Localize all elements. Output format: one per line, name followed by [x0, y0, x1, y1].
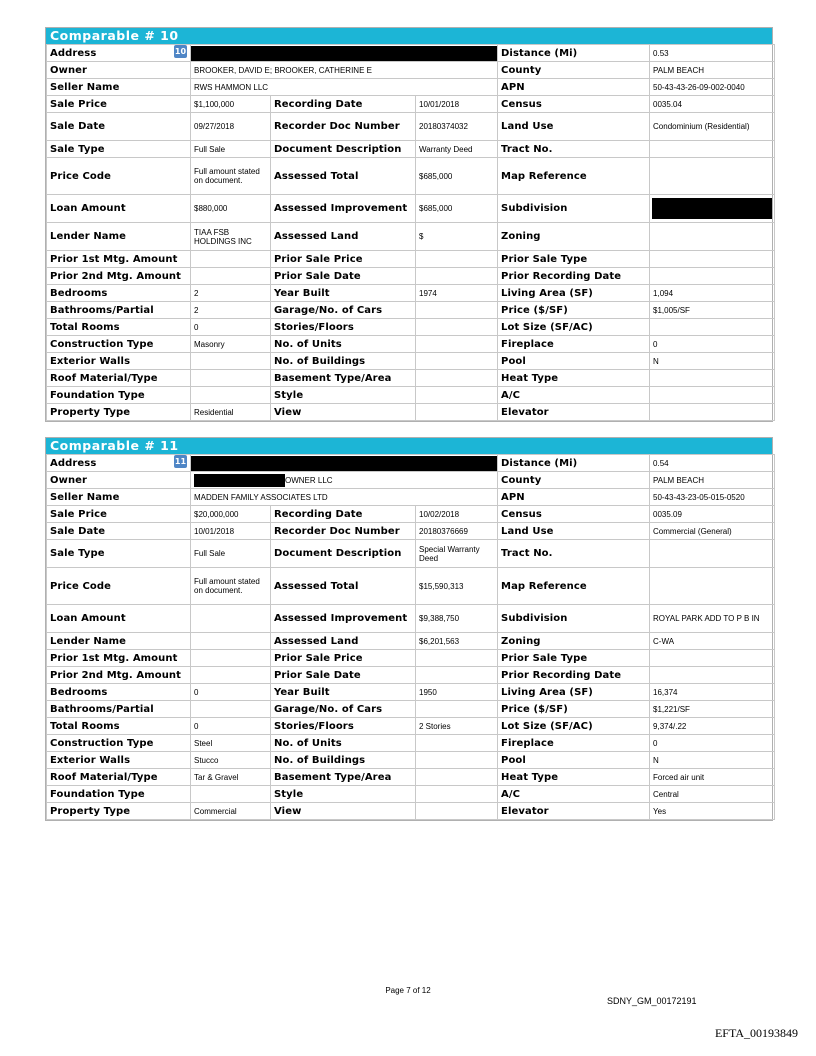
owner-cell: [191, 472, 498, 489]
value-living-area: 1,094: [650, 285, 775, 302]
value-ac: [650, 387, 775, 404]
label-loan-amount: Loan Amount: [47, 605, 191, 633]
value-sale-date: 09/27/2018: [191, 113, 271, 141]
value-prior-recording-date: [650, 268, 775, 285]
value-price-code: Full amount stated on document.: [191, 568, 271, 605]
label-living-area: Living Area (SF): [498, 285, 650, 302]
label-living-area: Living Area (SF): [498, 684, 650, 701]
value-map-reference: [650, 158, 775, 195]
value-bedrooms: 2: [191, 285, 271, 302]
label-prior-sale-price: Prior Sale Price: [271, 251, 416, 268]
value-bathrooms: [191, 701, 271, 718]
value-sale-price: $1,100,000: [191, 96, 271, 113]
label-census: Census: [498, 506, 650, 523]
label-land-use: Land Use: [498, 523, 650, 540]
label-distance: Distance (Mi): [498, 45, 650, 62]
value-year-built: 1950: [416, 684, 498, 701]
value-elevator: Yes: [650, 803, 775, 820]
label-buildings: No. of Buildings: [271, 752, 416, 769]
value-recorder-doc: 20180374032: [416, 113, 498, 141]
value-heat: [650, 370, 775, 387]
label-lot-size: Lot Size (SF/AC): [498, 718, 650, 735]
label-lot-size: Lot Size (SF/AC): [498, 319, 650, 336]
value-foundation: [191, 387, 271, 404]
label-units: No. of Units: [271, 336, 416, 353]
label-roof: Roof Material/Type: [47, 769, 191, 786]
value-elevator: [650, 404, 775, 421]
comparable-table: [46, 44, 775, 421]
comparable-11-section: [45, 437, 773, 821]
label-subdivision: Subdivision: [498, 605, 650, 633]
value-distance: 0.53: [650, 45, 775, 62]
label-sale-price: Sale Price: [47, 96, 191, 113]
value-ac: Central: [650, 786, 775, 803]
label-seller: Seller Name: [47, 79, 191, 96]
value-seller: RWS HAMMON LLC: [191, 79, 498, 96]
value-basement: [416, 769, 498, 786]
value-basement: [416, 370, 498, 387]
label-price-code: Price Code: [47, 158, 191, 195]
label-distance: Distance (Mi): [498, 455, 650, 472]
label-year-built: Year Built: [271, 285, 416, 302]
label-bathrooms: Bathrooms/Partial: [47, 302, 191, 319]
value-exterior-walls: [191, 353, 271, 370]
label-zoning: Zoning: [498, 633, 650, 650]
label-loan-amount: Loan Amount: [47, 195, 191, 223]
value-roof: Tar & Gravel: [191, 769, 271, 786]
value-prior-1st-mtg: [191, 650, 271, 667]
value-prior-sale-price: [416, 650, 498, 667]
value-sale-type: Full Sale: [191, 540, 271, 568]
label-exterior-walls: Exterior Walls: [47, 353, 191, 370]
value-zoning: C-WA: [650, 633, 775, 650]
value-total-rooms: 0: [191, 319, 271, 336]
label-view: View: [271, 404, 416, 421]
value-prior-sale-date: [416, 268, 498, 285]
label-buildings: No. of Buildings: [271, 353, 416, 370]
address-value: [191, 455, 498, 472]
value-view: [416, 404, 498, 421]
address-value: [191, 45, 498, 62]
value-recorder-doc: 20180376669: [416, 523, 498, 540]
label-basement: Basement Type/Area: [271, 370, 416, 387]
value-fireplace: 0: [650, 735, 775, 752]
value-lot-size: 9,374/.22: [650, 718, 775, 735]
value-subdivision: ROYAL PARK ADD TO P B IN: [650, 605, 775, 633]
redacted-subdivision: [652, 198, 772, 219]
label-assessed-land: Assessed Land: [271, 223, 416, 251]
value-assessed-improvement: $9,388,750: [416, 605, 498, 633]
value-document-description: Warranty Deed: [416, 141, 498, 158]
label-prior-sale-price: Prior Sale Price: [271, 650, 416, 667]
label-units: No. of Units: [271, 735, 416, 752]
label-map-reference: Map Reference: [498, 568, 650, 605]
map-pin-icon: 10: [174, 47, 187, 56]
label-assessed-land: Assessed Land: [271, 633, 416, 650]
label-address: Address: [47, 455, 191, 472]
label-bedrooms: Bedrooms: [47, 285, 191, 302]
value-bathrooms: 2: [191, 302, 271, 319]
label-garage: Garage/No. of Cars: [271, 701, 416, 718]
label-fireplace: Fireplace: [498, 735, 650, 752]
label-property-type: Property Type: [47, 803, 191, 820]
value-recording-date: 10/01/2018: [416, 96, 498, 113]
label-assessed-improvement: Assessed Improvement: [271, 605, 416, 633]
value-property-type: Commercial: [191, 803, 271, 820]
value-prior-2nd-mtg: [191, 667, 271, 684]
value-owner: OWNER LLC: [285, 475, 333, 485]
label-prior-sale-date: Prior Sale Date: [271, 268, 416, 285]
comparable-10-section: [45, 27, 773, 422]
value-view: [416, 803, 498, 820]
value-apn: 50-43-43-26-09-002-0040: [650, 79, 775, 96]
value-seller: MADDEN FAMILY ASSOCIATES LTD: [191, 489, 498, 506]
map-pin-icon: 11: [174, 457, 187, 466]
label-document-description: Document Description: [271, 141, 416, 158]
value-prior-2nd-mtg: [191, 268, 271, 285]
comparable-title: Comparable # 10: [46, 28, 772, 44]
label-basement: Basement Type/Area: [271, 769, 416, 786]
value-prior-1st-mtg: [191, 251, 271, 268]
value-style: [416, 786, 498, 803]
label-foundation: Foundation Type: [47, 387, 191, 404]
redacted-address: [191, 456, 497, 471]
value-living-area: 16,374: [650, 684, 775, 701]
label-owner: Owner: [47, 472, 191, 489]
label-prior-recording-date: Prior Recording Date: [498, 667, 650, 684]
label-recorder-doc: Recorder Doc Number: [271, 113, 416, 141]
value-assessed-land: $: [416, 223, 498, 251]
value-owner: BROOKER, DAVID E; BROOKER, CATHERINE E: [191, 62, 498, 79]
value-lender-name: TIAA FSB HOLDINGS INC: [191, 223, 271, 251]
label-county: County: [498, 62, 650, 79]
label-elevator: Elevator: [498, 803, 650, 820]
comparable-title: Comparable # 11: [46, 438, 772, 454]
label-heat: Heat Type: [498, 769, 650, 786]
label-recording-date: Recording Date: [271, 96, 416, 113]
label-year-built: Year Built: [271, 684, 416, 701]
label-stories: Stories/Floors: [271, 319, 416, 336]
value-lot-size: [650, 319, 775, 336]
value-total-rooms: 0: [191, 718, 271, 735]
label-sale-price: Sale Price: [47, 506, 191, 523]
label-bathrooms: Bathrooms/Partial: [47, 701, 191, 718]
label-ac: A/C: [498, 786, 650, 803]
label-price-sf: Price ($/SF): [498, 302, 650, 319]
label-total-rooms: Total Rooms: [47, 319, 191, 336]
label-exterior-walls: Exterior Walls: [47, 752, 191, 769]
label-zoning: Zoning: [498, 223, 650, 251]
label-ac: A/C: [498, 387, 650, 404]
label-county: County: [498, 472, 650, 489]
value-prior-sale-type: [650, 650, 775, 667]
label-owner: Owner: [47, 62, 191, 79]
label-view: View: [271, 803, 416, 820]
value-tract: [650, 540, 775, 568]
label-construction: Construction Type: [47, 336, 191, 353]
value-pool: N: [650, 752, 775, 769]
value-prior-sale-price: [416, 251, 498, 268]
label-apn: APN: [498, 79, 650, 96]
value-garage: [416, 302, 498, 319]
value-lender-name: [191, 633, 271, 650]
value-price-sf: $1,221/SF: [650, 701, 775, 718]
value-exterior-walls: Stucco: [191, 752, 271, 769]
value-prior-recording-date: [650, 667, 775, 684]
value-units: [416, 336, 498, 353]
value-loan-amount: [191, 605, 271, 633]
label-seller: Seller Name: [47, 489, 191, 506]
label-assessed-improvement: Assessed Improvement: [271, 195, 416, 223]
value-zoning: [650, 223, 775, 251]
value-county: PALM BEACH: [650, 62, 775, 79]
label-assessed-total: Assessed Total: [271, 568, 416, 605]
label-price-sf: Price ($/SF): [498, 701, 650, 718]
page-number: Page 7 of 12: [385, 986, 431, 995]
label-prior-1st-mtg: Prior 1st Mtg. Amount: [47, 650, 191, 667]
value-stories: [416, 319, 498, 336]
label-style: Style: [271, 786, 416, 803]
label-price-code: Price Code: [47, 568, 191, 605]
label-recorder-doc: Recorder Doc Number: [271, 523, 416, 540]
value-construction: Steel: [191, 735, 271, 752]
label-pool: Pool: [498, 752, 650, 769]
label-fireplace: Fireplace: [498, 336, 650, 353]
value-subdivision: [650, 195, 775, 223]
value-map-reference: [650, 568, 775, 605]
label-roof: Roof Material/Type: [47, 370, 191, 387]
value-style: [416, 387, 498, 404]
label-property-type: Property Type: [47, 404, 191, 421]
value-stories: 2 Stories: [416, 718, 498, 735]
label-construction: Construction Type: [47, 735, 191, 752]
label-foundation: Foundation Type: [47, 786, 191, 803]
label-land-use: Land Use: [498, 113, 650, 141]
label-apn: APN: [498, 489, 650, 506]
value-census: 0035.04: [650, 96, 775, 113]
value-roof: [191, 370, 271, 387]
label-sale-type: Sale Type: [47, 141, 191, 158]
label-census: Census: [498, 96, 650, 113]
value-pool: N: [650, 353, 775, 370]
value-garage: [416, 701, 498, 718]
value-price-code: Full amount stated on document.: [191, 158, 271, 195]
value-assessed-total: $685,000: [416, 158, 498, 195]
value-county: PALM BEACH: [650, 472, 775, 489]
value-recording-date: 10/02/2018: [416, 506, 498, 523]
value-buildings: [416, 752, 498, 769]
label-sale-date: Sale Date: [47, 523, 191, 540]
label-tract: Tract No.: [498, 540, 650, 568]
label-total-rooms: Total Rooms: [47, 718, 191, 735]
label-heat: Heat Type: [498, 370, 650, 387]
value-prior-sale-type: [650, 251, 775, 268]
value-units: [416, 735, 498, 752]
label-prior-sale-type: Prior Sale Type: [498, 251, 650, 268]
value-buildings: [416, 353, 498, 370]
value-heat: Forced air unit: [650, 769, 775, 786]
label-style: Style: [271, 387, 416, 404]
label-prior-sale-date: Prior Sale Date: [271, 667, 416, 684]
label-garage: Garage/No. of Cars: [271, 302, 416, 319]
efta-number: EFTA_00193849: [714, 1026, 798, 1040]
label-prior-recording-date: Prior Recording Date: [498, 268, 650, 285]
label-prior-1st-mtg: Prior 1st Mtg. Amount: [47, 251, 191, 268]
label-recording-date: Recording Date: [271, 506, 416, 523]
label-bedrooms: Bedrooms: [47, 684, 191, 701]
label-document-description: Document Description: [271, 540, 416, 568]
label-prior-2nd-mtg: Prior 2nd Mtg. Amount: [47, 667, 191, 684]
label-elevator: Elevator: [498, 404, 650, 421]
redacted-address: [191, 46, 497, 61]
value-assessed-improvement: $685,000: [416, 195, 498, 223]
value-sale-date: 10/01/2018: [191, 523, 271, 540]
value-apn: 50-43-43-23-05-015-0520: [650, 489, 775, 506]
value-distance: 0.54: [650, 455, 775, 472]
label-subdivision: Subdivision: [498, 195, 650, 223]
label-lender-name: Lender Name: [47, 223, 191, 251]
bates-number: SDNY_GM_00172191: [607, 996, 697, 1006]
label-sale-type: Sale Type: [47, 540, 191, 568]
label-map-reference: Map Reference: [498, 158, 650, 195]
label-lender-name: Lender Name: [47, 633, 191, 650]
label-address: Address: [47, 45, 191, 62]
value-land-use: Commercial (General): [650, 523, 775, 540]
value-loan-amount: $880,000: [191, 195, 271, 223]
value-assessed-total: $15,590,313: [416, 568, 498, 605]
label-stories: Stories/Floors: [271, 718, 416, 735]
redacted-owner: [194, 474, 285, 487]
value-foundation: [191, 786, 271, 803]
label-tract: Tract No.: [498, 141, 650, 158]
label-sale-date: Sale Date: [47, 113, 191, 141]
value-sale-type: Full Sale: [191, 141, 271, 158]
value-property-type: Residential: [191, 404, 271, 421]
value-sale-price: $20,000,000: [191, 506, 271, 523]
comparable-table: [46, 454, 775, 820]
value-document-description: Special Warranty Deed: [416, 540, 498, 568]
value-price-sf: $1,005/SF: [650, 302, 775, 319]
label-prior-2nd-mtg: Prior 2nd Mtg. Amount: [47, 268, 191, 285]
value-census: 0035.09: [650, 506, 775, 523]
value-year-built: 1974: [416, 285, 498, 302]
value-fireplace: 0: [650, 336, 775, 353]
value-bedrooms: 0: [191, 684, 271, 701]
value-construction: Masonry: [191, 336, 271, 353]
label-assessed-total: Assessed Total: [271, 158, 416, 195]
value-assessed-land: $6,201,563: [416, 633, 498, 650]
label-prior-sale-type: Prior Sale Type: [498, 650, 650, 667]
value-prior-sale-date: [416, 667, 498, 684]
value-land-use: Condominium (Residential): [650, 113, 775, 141]
value-tract: [650, 141, 775, 158]
label-pool: Pool: [498, 353, 650, 370]
